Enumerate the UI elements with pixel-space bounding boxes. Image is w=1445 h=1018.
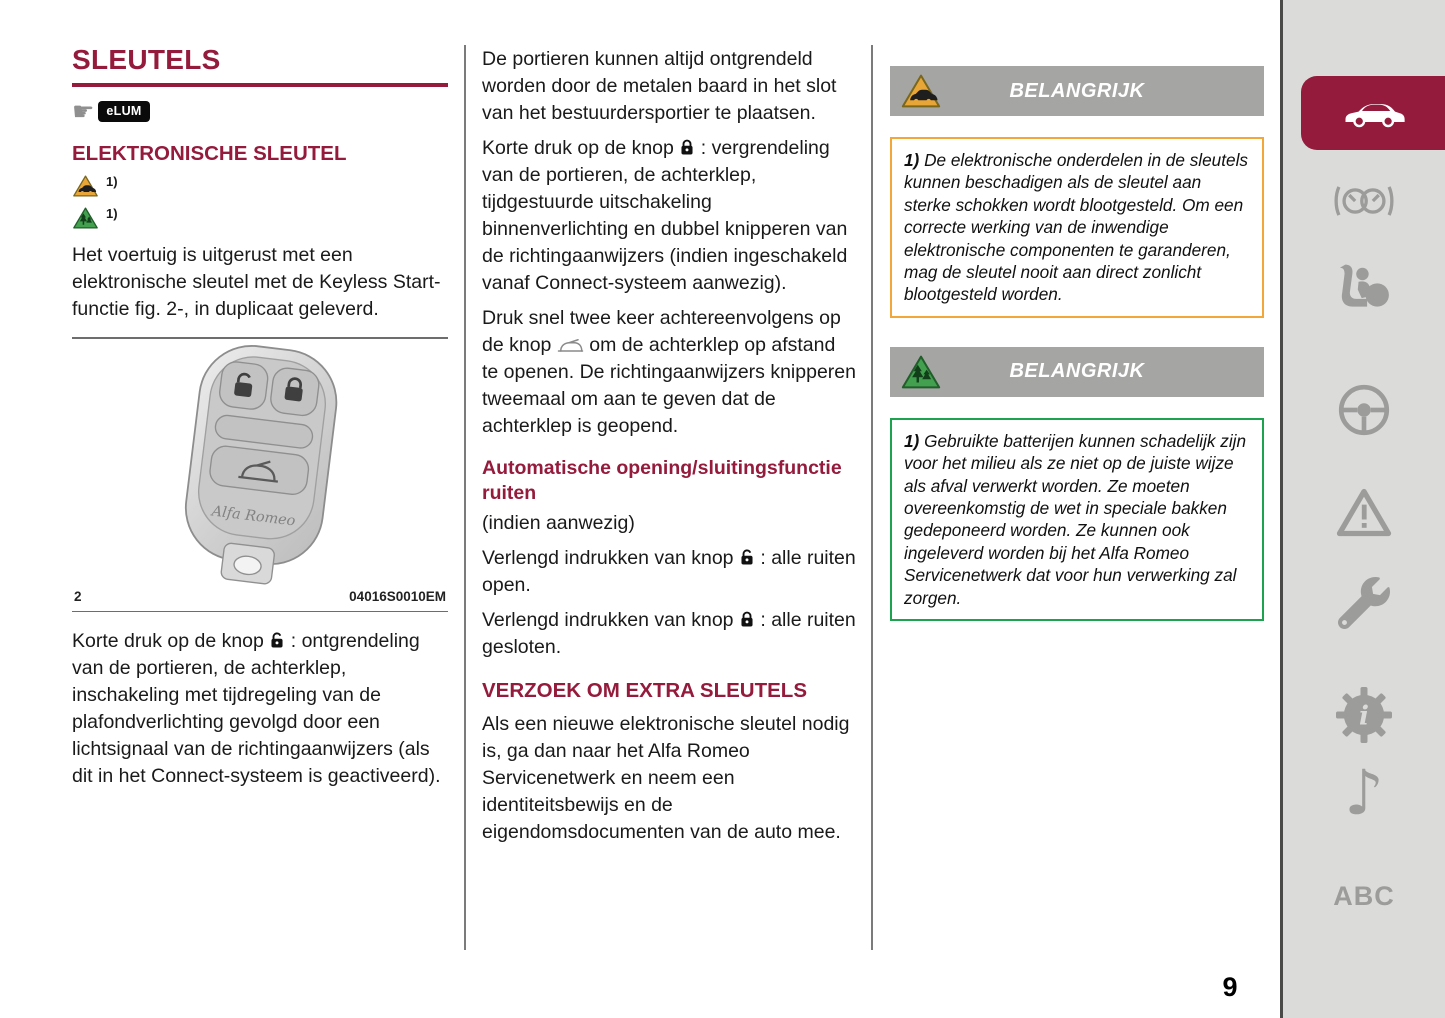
unlock-icon (739, 548, 755, 567)
windows-condition: (indien aanwezig) (482, 512, 635, 534)
tailgate-paragraph-post: om de achterklep op afstand te openen. De richtingaanwijzers knipperen tweemaal om aan te geven dat de achterklep is geopend. (482, 334, 856, 437)
lock-paragraph (482, 135, 856, 297)
windows-close-post: : alle ruiten gesloten. (482, 609, 856, 658)
pointing-hand-icon: ☛ (72, 97, 95, 126)
key-fob-illustration (140, 329, 380, 597)
unlock-icon (269, 631, 285, 650)
elum-reference (72, 99, 448, 124)
fob-brand-text: Alfa Romeo (210, 502, 297, 530)
page-number: 9 (1222, 972, 1238, 1002)
footnote-ref: 1) (904, 150, 920, 170)
unlock-paragraph-post: : ontgrendeling van de portieren, de achterklep, inschakeling met tijdregeling van de plafondverlichting gevolgd door een lichtsignaal van de richtingaanwijzers (als dit in het Connect-systeem is geactiveerd). (72, 630, 441, 787)
doors-unlock-paragraph: De portieren kunnen altijd ontgrendeld worden door de metalen baard in het slot van het bestuurdersportier te plaatsen. (482, 48, 837, 124)
page-title: SLEUTELS (72, 44, 221, 75)
warning-triangle-icon (1336, 487, 1392, 538)
key-figure (72, 337, 448, 612)
right-column (890, 66, 1264, 621)
tab-emergency[interactable] (1283, 487, 1445, 538)
lock-paragraph-post: : vergrendeling van de portieren, de achterklep, tijdgestuurde uitschakeling binnenverlichting en dubbel knipperen van de richtingaanwijzers (indien ingeschakeld vanaf Connect-systeem aanwezig). (482, 137, 848, 294)
windows-open-paragraph (482, 545, 856, 599)
music-note-icon: ♪ (1344, 756, 1384, 829)
environment-warning-icon (72, 206, 99, 230)
damage-warning-icon (900, 71, 942, 111)
tab-safety[interactable] (1283, 263, 1445, 313)
tab-maintenance[interactable] (1283, 577, 1445, 629)
damage-warning-icon (72, 174, 99, 198)
column-divider (464, 45, 466, 950)
airbag-person-icon (1336, 263, 1392, 313)
windows-close-pre: Verlengd indrukken van knop (482, 609, 734, 631)
unlock-paragraph-pre: Korte druk op de knop (72, 630, 264, 652)
elum-badge: eLUM (98, 101, 149, 122)
windows-open-pre: Verlengd indrukken van knop (482, 547, 734, 569)
figure-number: 2 (74, 588, 82, 604)
lock-paragraph-pre: Korte druk op de knop (482, 137, 674, 159)
tab-technical-info[interactable] (1283, 687, 1445, 743)
instrument-cluster-icon (1333, 183, 1395, 219)
banner-label: BELANGRIJK (1009, 360, 1145, 383)
lock-icon (679, 138, 695, 157)
tailgate-paragraph (482, 305, 856, 440)
figure-code: 04016S0010EM (349, 588, 446, 604)
windows-close-paragraph (482, 607, 856, 661)
important-note-batteries (890, 418, 1264, 621)
chapter-sidebar (1283, 0, 1445, 1018)
footnote-ref: 1) (106, 174, 118, 189)
figure-rule-bottom (72, 611, 448, 613)
middle-column (482, 46, 856, 854)
note-text: De elektronische onderdelen in de sleutels kunnen beschadigen als de sleutel aan sterke schokken wordt blootgesteld. Om een correcte werking van de inwendige elektronische componenten te garanderen, mag de sleutel nooit aan direct zonlicht blootgesteld worden. (904, 150, 1248, 305)
extra-keys-paragraph: Als een nieuwe elektronische sleutel nodig is, ga dan naar het Alfa Romeo Servicenetwerk en neem een identiteitsbewijs en de eigendomsdocumenten van de auto mee. (482, 713, 850, 843)
tab-driving[interactable] (1283, 383, 1445, 437)
left-column (72, 44, 448, 798)
extra-keys-heading: VERZOEK OM EXTRA SLEUTELS (482, 679, 807, 702)
warning-ref-row (72, 174, 448, 198)
car-icon (1340, 97, 1406, 129)
lock-icon (739, 610, 755, 629)
figure-caption (72, 589, 448, 611)
important-banner (890, 347, 1264, 397)
windows-heading: Automatische opening/sluitingsfunctie ruiten (482, 457, 842, 504)
wrench-icon (1338, 577, 1390, 629)
important-note-electronics (890, 137, 1264, 318)
tailgate-open-icon (557, 339, 584, 354)
footnote-ref: 1) (106, 206, 118, 221)
section-heading-electronic-key: ELEKTRONISCHE SLEUTEL (72, 142, 347, 165)
steering-wheel-icon (1337, 383, 1391, 437)
tab-index[interactable] (1283, 881, 1445, 912)
unlock-paragraph (72, 628, 448, 790)
intro-paragraph: Het voertuig is uitgerust met een elektronische sleutel met de Keyless Start-functie fig. 2-, in duplicaat geleverd. (72, 244, 441, 320)
column-divider (871, 45, 873, 950)
footnote-ref: 1) (904, 430, 920, 451)
key-fob-image (72, 339, 448, 589)
warning-ref-row (72, 206, 448, 230)
important-banner (890, 66, 1264, 116)
tab-instrument-cluster[interactable] (1283, 183, 1445, 219)
info-gear-icon (1336, 687, 1392, 743)
tab-multimedia[interactable] (1283, 756, 1445, 829)
index-label: ABC (1333, 881, 1395, 911)
banner-label: BELANGRIJK (1009, 79, 1145, 102)
tailgate-paragraph-pre: Druk snel twee keer achtereenvolgens op de knop (482, 307, 841, 356)
tab-vehicle-active[interactable] (1301, 76, 1445, 150)
title-rule (72, 83, 448, 87)
svg-text:i: i (1359, 700, 1369, 732)
windows-open-post: : alle ruiten open. (482, 547, 856, 596)
environment-warning-icon (900, 352, 942, 392)
note-text: Gebruikte batterijen kunnen schadelijk zijn voor het milieu als ze niet op de juiste wijze als afval verwerkt worden. Ze moeten overeenkomstig de wet in speciale bakken gedeponeerd worden. Ze kunnen ook ingeleverd worden bij het Alfa Romeo Servicenetwerk dat voor hun verwerking zal zorgen. (904, 430, 1247, 608)
